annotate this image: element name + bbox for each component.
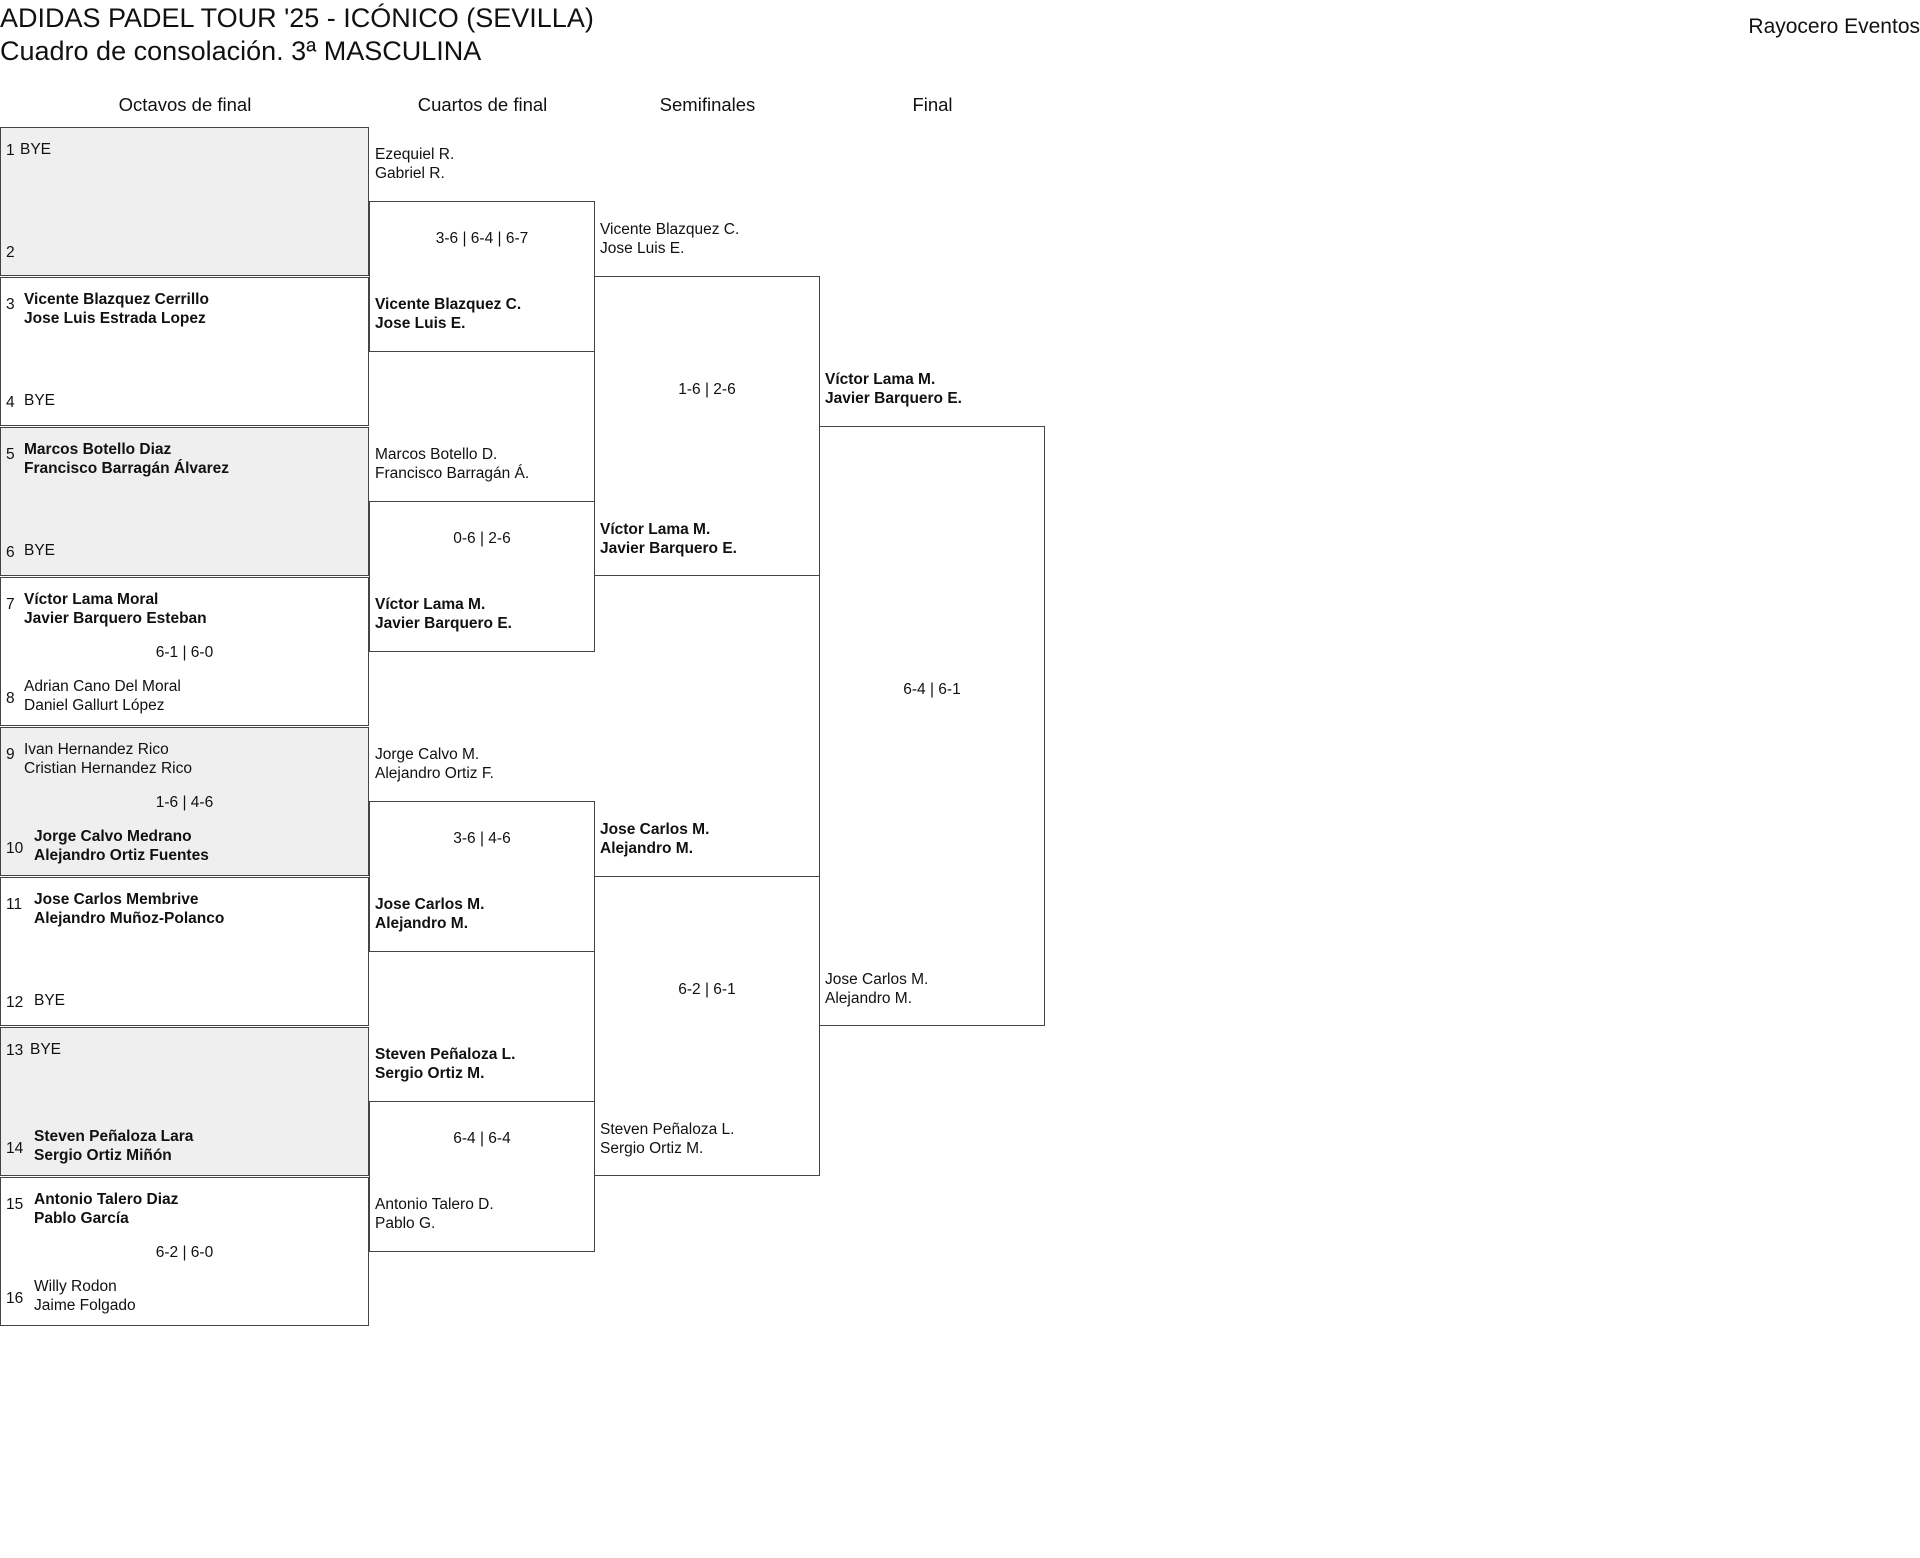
final-team-top xyxy=(825,370,962,408)
player-name: Alejandro M. xyxy=(375,915,469,932)
r16-team-top xyxy=(34,1190,178,1228)
qf-team-bottom xyxy=(375,595,512,633)
player-name: BYE xyxy=(34,992,66,1009)
seed-number: 1 xyxy=(6,142,15,159)
player-name: Jorge Calvo M. xyxy=(375,746,480,763)
r16-match xyxy=(0,127,369,276)
player-name: Steven Peñaloza Lara xyxy=(34,1128,194,1145)
player-name: Jose Luis Estrada Lopez xyxy=(24,310,206,327)
organizer-name: Rayocero Eventos xyxy=(1748,15,1920,38)
r16-team-top xyxy=(30,1040,61,1078)
player-name: Alejandro Muñoz-Polanco xyxy=(34,910,225,927)
r16-team-top xyxy=(24,740,192,778)
seed-number: 12 xyxy=(6,994,24,1011)
seed-number: 4 xyxy=(6,394,15,411)
player-name: Sergio Ortiz Miñón xyxy=(34,1147,172,1164)
player-name: Vicente Blazquez C. xyxy=(600,221,740,238)
sf-team-bottom xyxy=(600,1120,734,1158)
player-name: Francisco Barragán Á. xyxy=(375,465,530,482)
player-name: Jaime Folgado xyxy=(34,1297,136,1314)
seed-number: 8 xyxy=(6,690,15,707)
player-name: Sergio Ortiz M. xyxy=(600,1140,704,1157)
match-score: 6-1 | 6-0 xyxy=(155,644,214,661)
round-header-r16: Octavos de final xyxy=(118,94,252,115)
r16-team-bottom xyxy=(24,541,55,579)
player-name: Alejandro Ortiz Fuentes xyxy=(34,847,209,864)
player-name: Ivan Hernandez Rico xyxy=(24,741,169,758)
final-team-bottom xyxy=(825,970,928,1008)
player-name: Javier Barquero E. xyxy=(600,540,737,557)
match-score: 6-2 | 6-0 xyxy=(155,1244,214,1261)
player-name: Alejandro M. xyxy=(600,840,694,857)
r16-team-bottom xyxy=(24,677,181,715)
player-name: Javier Barquero E. xyxy=(825,390,962,407)
player-name xyxy=(30,1059,61,1078)
player-name: Cristian Hernandez Rico xyxy=(24,760,192,777)
sf-team-top xyxy=(600,220,739,258)
player-name: Víctor Lama M. xyxy=(600,521,711,538)
match-score: 0-6 | 2-6 xyxy=(453,530,511,547)
player-name: Jose Luis E. xyxy=(375,315,466,332)
player-name: Jorge Calvo Medrano xyxy=(34,828,192,845)
seed-number: 2 xyxy=(6,244,15,261)
qf-team-bottom xyxy=(375,295,521,333)
player-name: Javier Barquero Esteban xyxy=(24,610,207,627)
seed-number: 5 xyxy=(6,446,15,463)
match-score: 3-6 | 6-4 | 6-7 xyxy=(435,230,529,247)
player-name: Antonio Talero D. xyxy=(375,1196,494,1213)
player-name: Ezequiel R. xyxy=(375,146,455,163)
player-name: Marcos Botello Diaz xyxy=(24,441,172,458)
match-score: 6-4 | 6-4 xyxy=(453,1130,511,1147)
r16-team-bottom xyxy=(34,827,209,865)
player-name: Gabriel R. xyxy=(375,165,445,182)
player-name: Víctor Lama M. xyxy=(375,596,486,613)
player-name: Daniel Gallurt López xyxy=(24,697,165,714)
player-name: BYE xyxy=(30,1041,62,1058)
match-score: 6-4 | 6-1 xyxy=(903,681,961,698)
player-name: Jose Carlos M. xyxy=(600,821,710,838)
player-name: Willy Rodon xyxy=(34,1278,117,1295)
r16-team-bottom xyxy=(24,391,55,429)
player-name: Jose Carlos M. xyxy=(825,971,929,988)
seed-number: 14 xyxy=(6,1140,24,1157)
sf-team-top xyxy=(600,820,709,858)
seed-number: 11 xyxy=(6,896,23,913)
round-header-final: Final xyxy=(912,94,953,115)
player-name: BYE xyxy=(20,141,52,158)
match-score: 1-6 | 4-6 xyxy=(155,794,214,811)
qf-team-top xyxy=(375,145,454,183)
qf-team-top xyxy=(375,445,529,483)
r16-team-top xyxy=(20,140,51,178)
player-name: Vicente Blazquez C. xyxy=(375,296,522,313)
player-name: Alejandro Ortiz F. xyxy=(375,765,494,782)
seed-number: 16 xyxy=(6,1290,24,1307)
final-match xyxy=(819,426,1045,1026)
player-name: Sergio Ortiz M. xyxy=(375,1065,485,1082)
r16-team-top xyxy=(34,890,224,928)
player-name: Jose Luis E. xyxy=(600,240,685,257)
sf-team-bottom xyxy=(600,520,737,558)
r16-team-bottom xyxy=(24,241,28,279)
match-score: 6-2 | 6-1 xyxy=(678,981,736,998)
player-name: Jose Carlos Membrive xyxy=(34,891,199,908)
match-score: 1-6 | 2-6 xyxy=(678,381,736,398)
round-header-qf: Cuartos de final xyxy=(417,94,548,115)
r16-team-top xyxy=(24,590,207,628)
r16-team-top xyxy=(24,440,229,478)
seed-number: 6 xyxy=(6,544,15,561)
round-header-sf: Semifinales xyxy=(659,94,756,115)
r16-team-bottom xyxy=(34,991,65,1029)
player-name: Marcos Botello D. xyxy=(375,446,498,463)
player-name: BYE xyxy=(24,392,56,409)
player-name: Adrian Cano Del Moral xyxy=(24,678,181,695)
qf-team-bottom xyxy=(375,1195,494,1233)
match-score: 3-6 | 4-6 xyxy=(453,830,511,847)
player-name: Pablo García xyxy=(34,1210,129,1227)
r16-team-bottom xyxy=(34,1127,193,1165)
player-name: Víctor Lama Moral xyxy=(24,591,159,608)
player-name: Javier Barquero E. xyxy=(375,615,512,632)
player-name xyxy=(20,159,51,178)
player-name: Víctor Lama M. xyxy=(825,371,936,388)
qf-team-top xyxy=(375,1045,515,1083)
r16-team-bottom xyxy=(34,1277,136,1315)
player-name: Alejandro M. xyxy=(825,990,913,1007)
seed-number: 9 xyxy=(6,746,15,763)
player-name: Steven Peñaloza L. xyxy=(375,1046,516,1063)
tournament-title: ADIDAS PADEL TOUR '25 - ICÓNICO (SEVILLA) xyxy=(0,3,594,33)
player-name: BYE xyxy=(24,542,56,559)
player-name: Steven Peñaloza L. xyxy=(600,1121,735,1138)
r16-team-top xyxy=(24,290,209,328)
qf-team-top xyxy=(375,745,494,783)
qf-team-bottom xyxy=(375,895,484,933)
player-name: Antonio Talero Diaz xyxy=(34,1191,179,1208)
player-name: Francisco Barragán Álvarez xyxy=(24,460,230,477)
draw-subtitle: Cuadro de consolación. 3ª MASCULINA xyxy=(0,36,482,66)
seed-number: 7 xyxy=(6,596,15,613)
seed-number: 3 xyxy=(6,296,15,313)
player-name: Vicente Blazquez Cerrillo xyxy=(24,291,209,308)
seed-number: 10 xyxy=(6,840,24,857)
seed-number: 15 xyxy=(6,1196,24,1213)
seed-number: 13 xyxy=(6,1042,24,1059)
player-name: Pablo G. xyxy=(375,1215,436,1232)
player-name: Jose Carlos M. xyxy=(375,896,485,913)
player-name xyxy=(24,241,28,260)
